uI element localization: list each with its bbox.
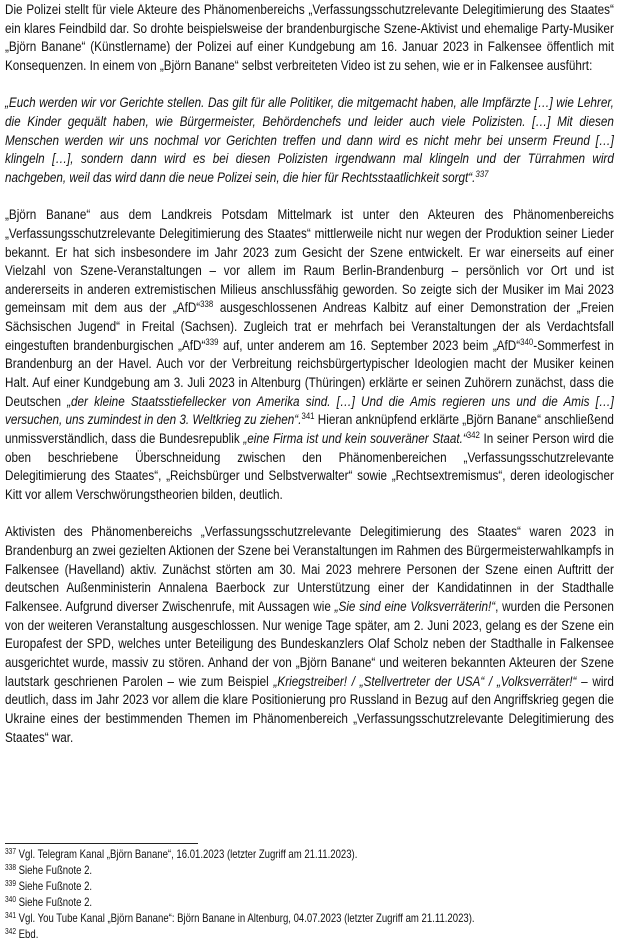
block-quote-bjoern-banane xyxy=(5,94,614,187)
paragraph-text: Die Polizei stellt für viele Akteure des Phänomenbereichs „Verfassungsschutzrelevante Delegitimierung des Staates“ ein klares Feindbild dar. So drohte beispielsweise der brandenburgische Szene-Aktivist und ehemalige Party-Musiker „Björn Banane“ (Künstlername) der Polizei auf einer Kundgebung am 16. Januar 2023 in Falkensee öffentlich mit Konsequenzen. In einem von „Björn Banane“ selbst verbreiteten Video ist zu sehen, wie er in Falkensee ausführt: xyxy=(5,2,614,74)
paragraph-text: In seiner Person wird die oben beschriebene Überschneidung zwischen den Phänomenbereichen „Verfassungsschutzrelevante Delegitimierung des Staates“, „Reichsbürger und Selbstverwalter“ sowie „Rechtsextremismus“, deren ideologischer Kitt vor allem Verschwörungstheorien bilden, deutlich. xyxy=(5,431,614,504)
footnote-text: Ebd. xyxy=(16,927,39,941)
footnote-ref-342[interactable]: 342 xyxy=(466,430,480,442)
footnote-text: Vgl. You Tube Kanal „Björn Banane“: Björn Banane in Altenburg, 04.07.2023 (letzter Zugriff am 21.11.2023). xyxy=(16,911,475,925)
document-body xyxy=(5,1,614,747)
footnote-ref-341[interactable]: 341 xyxy=(301,411,315,423)
paragraph-text: ausgeschlossenen Andreas Kalbitz auf einer Demonstration der „Freien Sächsischen Jugend“ in Freital (Sachsen). Zugleich trat er mehrfach bei Veranstaltungen der als Verdachtsfall eingestuften brandenburgischen „AfD“ xyxy=(5,300,614,354)
paragraph-text: Hieran anknüpfend erklärte „Björn Banane“ anschließend unmissverständlich, dass die Bundesrepublik xyxy=(5,412,614,448)
footnote-text: Vgl. Telegram Kanal „Björn Banane“, 16.01.2023 (letzter Zugriff am 21.11.2023). xyxy=(16,848,358,861)
footnote-338 xyxy=(5,863,616,879)
footnote-337 xyxy=(5,847,616,863)
footnote-ref-337[interactable]: 337 xyxy=(475,168,489,180)
paragraph-text: Aktivisten des Phänomenbereichs „Verfassungsschutzrelevante Delegitimierung des Staates“ waren 2023 in Brandenburg an zwei gezielten Aktionen der Szene bei Veranstaltungen im Rahmen des Bürgermeisterwahlkampfs in Falkensee (Havelland) aktiv. Zunächst störten am 30. Mai 2023 mehrere Personen der Szene einen Auftritt der deutschen Außenministerin Annalena Baerbock zur Unterstützung einer der Kandidatinnen in der Stadthalle Falkensee. Aufgrund diverser Zwischenrufe, mit Aussagen wie xyxy=(5,524,614,615)
paragraph-text: , wurden die Personen von der weiteren Veranstaltung ausgeschlossen. Nur wenige Tage später, am 2. Juni 2023, gelang es der Szene ein Europafest der SPD, welches unter Beteiligung des Bundeskanzlers Olaf Scholz neben der Stadthalle in Falkensee ausgerichtet wurde, massiv zu stören. Anhand der von „Björn Banane“ und weiteren bekannten Akteuren der Szene lautstark geschrienen Parolen – wie zum Beispiel xyxy=(5,598,614,690)
quote-text: „Euch werden wir vor Gerichte stellen. Das gilt für alle Politiker, die mitgemacht haben, alle Impfärzte […] wie Lehrer, die Kinder gequält haben, wie Bürgermeister, Behördenchefs und leider auch viele Polizisten. […] Mit diesen Menschen werden wir uns nochmal vor Gerichten treffen und dann wird es nicht mehr bei unserm Freund […] klingeln […], sondern dann wird es bei diesen Polizisten irgendwann mal klingeln und der Türrahmen wird nachgeben, weil das wird dann die neue Polizei sein, die hier für Rechtsstaatlichkeit sorgt“. xyxy=(5,95,614,186)
footnote-number: 342 xyxy=(5,926,17,936)
inline-quote: „Sie sind eine Volksverräterin!“ xyxy=(334,598,496,615)
footnote-text: Siehe Fußnote 2. xyxy=(16,863,93,877)
paragraph-bjoern-banane-profile xyxy=(5,206,614,505)
footnote-separator xyxy=(5,843,198,844)
footnote-text: Siehe Fußnote 2. xyxy=(16,895,93,909)
footnote-340 xyxy=(5,895,616,911)
paragraph-text: -Sommerfest in Brandenburg an der Havel. Auch vor der Verbreitung reichsbürgertypischer Ideologien macht der Musiker keinen Halt. Auf einer Kundgebung am 3. Juli 2023 in Altenburg (Thüringen) erklärte er seinen Zuhörern zunächst, dass die Deutschen xyxy=(5,337,614,410)
inline-quote: „der kleine Staatsstiefellecker von Amerika sind. […] Und die Amis regieren uns und die Amis […] versuchen, uns zumindest in den 3. Weltkrieg zu ziehen“. xyxy=(5,393,614,429)
footnote-ref-340[interactable]: 340 xyxy=(520,336,534,348)
footnote-ref-339[interactable]: 339 xyxy=(205,336,219,348)
footnote-number: 341 xyxy=(5,910,17,920)
footnote-341 xyxy=(5,911,616,927)
footnote-number: 337 xyxy=(5,847,17,856)
footnote-text: Siehe Fußnote 2. xyxy=(16,879,93,893)
paragraph-text: auf, unter anderem am 16. September 2023 beim „AfD“ xyxy=(218,337,521,354)
footnote-number: 338 xyxy=(5,862,17,872)
paragraph-falkensee-actions xyxy=(5,523,614,747)
footnote-342 xyxy=(5,927,616,943)
paragraph-text: – wird deutlich, dass im Jahr 2023 vor allem die klare Positionierung pro Russland in Bezug auf den Angriffskrieg gegen die Ukraine eines der bestimmenden Themen im Phänomenbereich „Verfassungsschutzrelevante Delegitimierung des Staates“ war. xyxy=(5,673,614,746)
footnotes xyxy=(5,847,616,942)
paragraph-police-enemy-image xyxy=(5,1,614,76)
footnote-ref-338[interactable]: 338 xyxy=(200,299,214,311)
inline-quote: „eine Firma ist und kein souveräner Staat.“ xyxy=(243,431,467,448)
footnote-number: 339 xyxy=(5,878,17,888)
footnote-number: 340 xyxy=(5,894,17,904)
inline-quote: „Kriegstreiber! / „Stellvertreter der USA“ / „Volksverräter!“ xyxy=(273,673,577,690)
paragraph-text: „Björn Banane“ aus dem Landkreis Potsdam Mittelmark ist unter den Akteuren des Phänomenbereichs „Verfassungsschutzrelevante Delegitimierung des Staates“ mittlerweile nicht nur wegen der Produktion seiner Lieder bekannt. Er hat sich insbesondere im Jahr 2023 zum Gesicht der Szene entwickelt. Er war einerseits auf einer Vielzahl von Szene-Veranstaltungen – vor allem im Raum Berlin-Brandenburg – persönlich vor Ort und ist andererseits in anderen extremistischen Milieus anschlussfähig geworden. So zeigte sich der Musiker im Mai 2023 gemeinsam mit dem aus der „AfD“ xyxy=(5,207,614,317)
footnote-339 xyxy=(5,879,616,895)
